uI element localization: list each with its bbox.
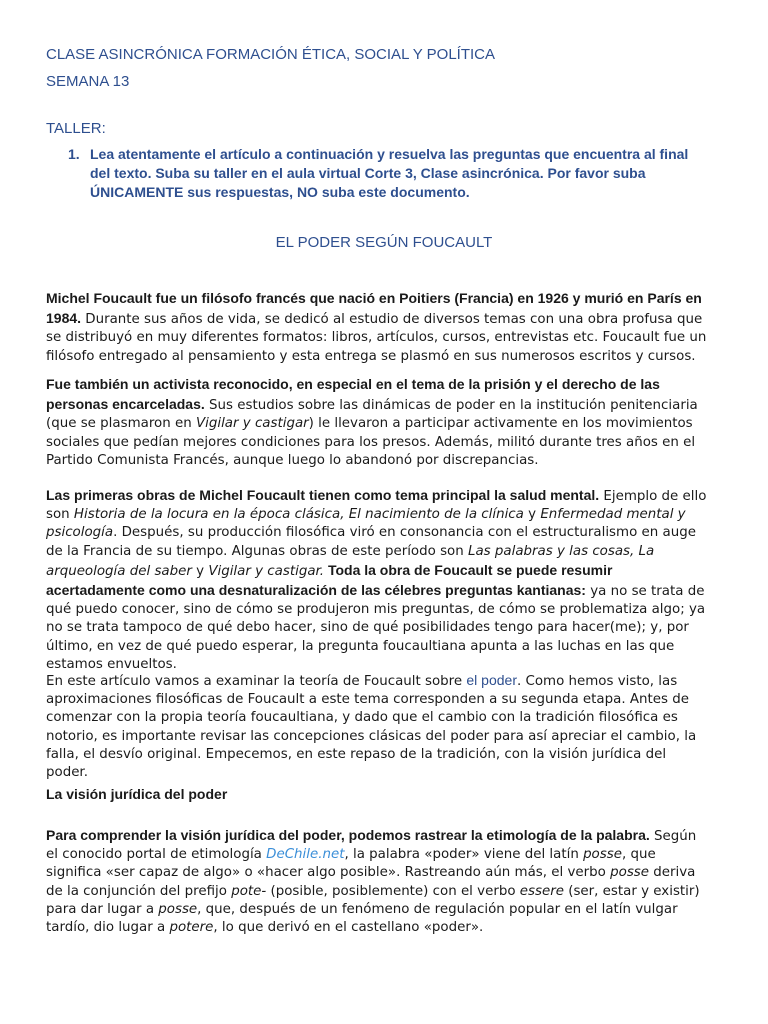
p5-text-1: Según el conocido portal de etimología <box>46 829 697 863</box>
task-number: 1. <box>68 146 80 162</box>
paragraph-5 <box>46 826 708 937</box>
paragraph-1 <box>46 289 708 366</box>
task-text: Lea atentamente el artículo a continuación y resuelva las preguntas que encuentra al final del texto. Suba su taller en el aula virtual Corte 3, Clase asincrónica. Por favor suba ÚNICAMENTE sus respuestas, NO suba este documento. <box>90 146 689 200</box>
p3-lead: Las primeras obras de Michel Foucault tienen como tema principal la salud mental. <box>46 487 600 503</box>
paragraph-3 <box>46 486 708 674</box>
p5-text-6: (ser, estar y existir) para dar lugar a <box>46 883 700 917</box>
p5-italic-1: posse <box>583 847 622 863</box>
week-label: SEMANA 13 <box>46 73 130 90</box>
p3-text-4: y <box>191 563 209 579</box>
p1-text: Durante sus años de vida, se dedicó al estudio de diversos temas con una obra profusa que se distribuyó en muy diferentes formatos: libros, artículos, cursos, entrevistas etc. Foucault fue un filósofo entregado al pensamiento y esta entrega se plasmó en sus numerosos escritos y cursos. <box>46 312 707 364</box>
p3-bold-2: Toda la obra de Foucault se puede resumir acertadamente como una desnaturalización de las célebres preguntas kantianas: <box>46 561 613 599</box>
p2-text-1: Sus estudios sobre las dinámicas de poder en la institución penitenciaria (que se plasmaron en <box>46 398 698 432</box>
p3-text-1: Ejemplo de ello son <box>46 489 707 523</box>
p5-lead: Para comprender la visión jurídica del poder, podemos rastrear la etimología de la palabra. <box>46 827 650 843</box>
p5-text-5: (posible, posiblemente) con el verbo <box>266 883 520 899</box>
p5-italic-5: posse <box>158 901 198 917</box>
p5-text-7: , que, después de un fenómeno de regulación popular en el latín vulgar tardío, dio lugar a <box>46 901 678 936</box>
p4-text-1: En este artículo vamos a examinar la teoría de Foucault sobre <box>46 674 467 689</box>
p3-text-5: ya no se trata de qué puedo conocer, sino de cómo se produjeron mis preguntas, de cómo se problematiza algo; ya no se trata tampoco de qué debo hacer, sino de qué posibilidades tengo para hacer(me); y, por último, en vez de qué puedo esperar, la pregunta foucaultiana apunta a las luchas en las que estamos envueltos. <box>46 584 706 672</box>
p4-text-2: . Como hemos visto, las aproximaciones filosóficas de Foucault a este tema corresponden a su segunda etapa. Antes de comenzar con la propia teoría foucaultiana, y dado que el cambio con la tradición filosófica es notorio, es importante revisar las concepciones clásicas del poder para así apreciar el cambio, la falla, el desvío original. Empecemos, en este repaso de la tradición, con la visión jurídica del poder. <box>46 674 697 781</box>
taller-label: TALLER: <box>46 120 106 137</box>
p2-text-2: ) le llevaron a participar activamente en los movimientos sociales que pedían mejores condiciones para los presos. Además, militó durante tres años en el Partido Comunista Francés, aunque luego lo abandonó por discrepancias. <box>46 416 696 468</box>
paragraph-4 <box>46 671 708 782</box>
p2-lead: Fue también un activista reconocido, en especial en el tema de la prisión y el derecho de las personas encarceladas. <box>46 376 660 413</box>
section-title: La visión jurídica del poder <box>46 786 228 802</box>
el-poder-link[interactable]: el poder <box>466 672 517 688</box>
p3-text-3: . Después, su producción filosófica viró en consonancia con el estructuralismo en auge de la Francia de su tiempo. Algunas obras de este período son <box>46 525 696 559</box>
p5-italic-6: potere <box>169 920 214 936</box>
p5-text-8: , lo que derivó en el castellano «poder». <box>213 920 484 936</box>
p3-italic-2: Enfermedad mental y psicología <box>46 507 686 541</box>
p3-italic-1: Historia de la locura en la época clásica, El nacimiento de la clínica <box>73 507 524 523</box>
course-title: CLASE ASINCRÓNICA FORMACIÓN ÉTICA, SOCIAL Y POLÍTICA <box>46 46 495 63</box>
article-title: EL PODER SEGÚN FOUCAULT <box>275 234 493 251</box>
dechile-link[interactable]: DeChile.net <box>266 847 345 863</box>
p1-lead: Michel Foucault fue un filósofo francés que nació en Poitiers (Francia) en 1926 y murió en París en <box>46 290 702 306</box>
p5-italic-2: posse <box>610 865 650 881</box>
p5-italic-4: essere <box>519 883 564 899</box>
p2-italic-1: Vigilar y castigar <box>195 416 309 432</box>
p3-italic-4: Vigilar y castigar. <box>208 563 325 579</box>
p3-italic-3: Las palabras y las cosas, La arqueología del saber <box>46 543 655 579</box>
paragraph-2 <box>46 375 708 470</box>
p3-text-2: y <box>523 507 541 523</box>
p1-year: 1984. <box>46 310 82 327</box>
p5-text-2: , la palabra «poder» viene del latín <box>344 847 584 863</box>
p5-text-3: , que significa «ser capaz de algo» o «hacer algo posible». Rastreando aún más, el verbo <box>46 847 656 881</box>
p5-text-4: deriva de la conjunción del prefijo <box>46 865 696 899</box>
p5-italic-3: pote- <box>231 883 267 899</box>
